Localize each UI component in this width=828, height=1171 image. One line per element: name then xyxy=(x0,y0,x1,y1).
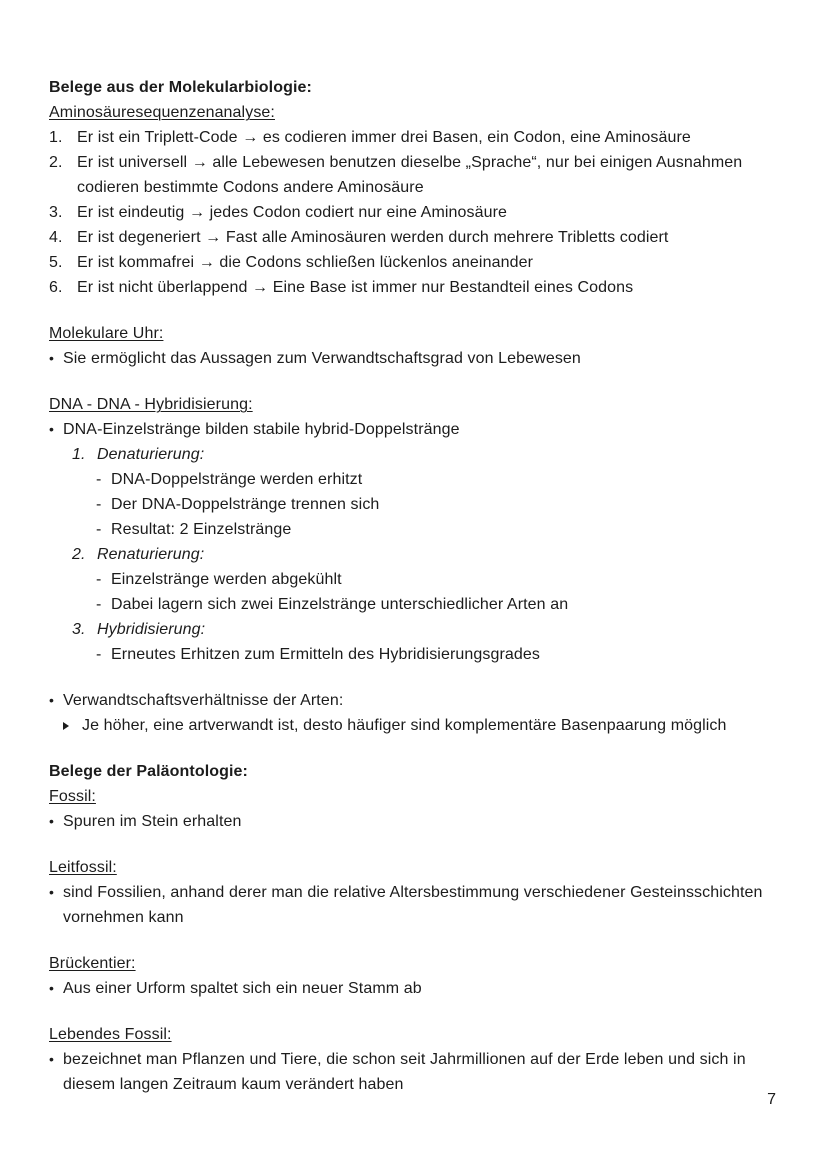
bullet-list-item xyxy=(49,1047,774,1097)
list-number: 6. xyxy=(49,279,63,296)
list-item-text: Sie ermöglicht das Aussagen zum Verwandtschaftsgrad von Lebewesen xyxy=(63,350,581,367)
dash-list-item xyxy=(96,567,774,592)
dash-icon: - xyxy=(96,521,102,538)
list-item-text: DNA-Doppelstränge werden erhitzt xyxy=(111,471,363,488)
dash-list-item xyxy=(96,467,774,492)
list-item-text: Denaturierung: xyxy=(97,446,205,463)
list-item-text: Er ist eindeutig → jedes Codon codiert nur eine Aminosäure xyxy=(77,204,508,221)
term-heading-label: Leitfossil: xyxy=(49,859,117,876)
term-heading-label: Molekulare Uhr: xyxy=(49,325,164,342)
dash-icon: - xyxy=(96,646,102,663)
list-item-text: Einzelstränge werden abgekühlt xyxy=(111,571,342,588)
term-heading xyxy=(49,321,774,346)
list-number: 5. xyxy=(49,254,63,271)
numbered-list-item xyxy=(49,275,774,300)
term-heading-label: Lebendes Fossil: xyxy=(49,1026,172,1043)
triangle-bullet-icon xyxy=(63,713,82,738)
list-number: 4. xyxy=(49,229,63,246)
list-number: 2. xyxy=(72,546,86,563)
triangle-shape xyxy=(63,722,69,730)
bullet-icon: • xyxy=(49,813,55,829)
list-item-text: Verwandtschaftsverhältnisse der Arten: xyxy=(63,692,344,709)
list-number: 1. xyxy=(49,129,63,146)
paragraph-spacer xyxy=(49,834,774,855)
paragraph-spacer xyxy=(49,1001,774,1022)
section-heading: Belege aus der Molekularbiologie: xyxy=(49,79,312,96)
numbered-list-item xyxy=(49,200,774,225)
term-heading-label: Brückentier: xyxy=(49,955,136,972)
dash-list-item xyxy=(96,592,774,617)
term-heading-label: Aminosäuresequenzenanalyse: xyxy=(49,104,275,121)
list-item-text: bezeichnet man Pflanzen und Tiere, die schon seit Jahrmillionen auf der Erde leben und sich in diesem langen Zeitraum kaum verändert haben xyxy=(63,1051,746,1093)
list-item-text: Aus einer Urform spaltet sich ein neuer Stamm ab xyxy=(63,980,422,997)
triangle-list-item xyxy=(63,713,774,738)
term-heading-label: Fossil: xyxy=(49,788,96,805)
dash-list-item xyxy=(96,492,774,517)
list-item-text: Spuren im Stein erhalten xyxy=(63,813,242,830)
bullet-list-item xyxy=(49,417,774,442)
sub-numbered-list-item xyxy=(72,442,774,467)
list-number: 1. xyxy=(72,446,86,463)
dash-icon: - xyxy=(96,471,102,488)
bullet-icon: • xyxy=(49,692,55,708)
dash-icon: - xyxy=(96,496,102,513)
list-item-text: Er ist nicht überlappend → Eine Base ist immer nur Bestandteil eines Codons xyxy=(77,279,634,296)
dash-icon: - xyxy=(96,596,102,613)
sub-numbered-list-item xyxy=(72,542,774,567)
list-item-text: Er ist ein Triplett-Code → es codieren immer drei Basen, ein Codon, eine Aminosäure xyxy=(77,129,691,146)
list-item-text: Renaturierung: xyxy=(97,546,205,563)
numbered-list-item xyxy=(49,225,774,250)
list-item-text: Resultat: 2 Einzelstränge xyxy=(111,521,292,538)
bullet-icon: • xyxy=(49,1051,55,1067)
term-heading xyxy=(49,855,774,880)
dash-icon: - xyxy=(96,571,102,588)
paragraph-spacer xyxy=(49,667,774,688)
term-heading xyxy=(49,100,774,125)
paragraph-spacer xyxy=(49,738,774,759)
list-item-text: Erneutes Erhitzen zum Ermitteln des Hybridisierungsgrades xyxy=(111,646,540,663)
list-number: 3. xyxy=(49,204,63,221)
paragraph-spacer xyxy=(49,930,774,951)
bullet-icon: • xyxy=(49,884,55,900)
dash-list-item xyxy=(96,517,774,542)
list-item-text: Je höher, eine artverwandt ist, desto häufiger sind komplementäre Basenpaarung möglich xyxy=(82,717,727,734)
page-number: 7 xyxy=(767,1091,776,1108)
term-heading xyxy=(49,784,774,809)
list-item-text: Der DNA-Doppelstränge trennen sich xyxy=(111,496,380,513)
list-item-text: Dabei lagern sich zwei Einzelstränge unterschiedlicher Arten an xyxy=(111,596,569,613)
list-item-text: sind Fossilien, anhand derer man die relative Altersbestimmung verschiedener Gesteinsschichten vornehmen kann xyxy=(63,884,763,926)
numbered-list-item xyxy=(49,150,774,200)
term-heading xyxy=(49,1022,774,1047)
bullet-list-item xyxy=(49,809,774,834)
list-number: 2. xyxy=(49,154,63,171)
bullet-list-item xyxy=(49,346,774,371)
bullet-icon: • xyxy=(49,980,55,996)
list-item-text: Er ist universell → alle Lebewesen benutzen dieselbe „Sprache“, nur bei einigen Ausnahmen codieren bestimmte Codons andere Aminosäure xyxy=(77,154,743,196)
list-item-text: DNA-Einzelstränge bilden stabile hybrid-Doppelstränge xyxy=(63,421,460,438)
list-item-text: Hybridisierung: xyxy=(97,621,206,638)
bullet-list-item xyxy=(49,976,774,1001)
dash-list-item xyxy=(96,642,774,667)
bullet-icon: • xyxy=(49,421,55,437)
sub-numbered-list-item xyxy=(72,617,774,642)
list-item-text: Er ist degeneriert → Fast alle Aminosäuren werden durch mehrere Tribletts codiert xyxy=(77,229,669,246)
bullet-list-item xyxy=(49,688,774,713)
paragraph-spacer xyxy=(49,300,774,321)
paragraph-spacer xyxy=(49,371,774,392)
bullet-icon: • xyxy=(49,350,55,366)
term-heading xyxy=(49,392,774,417)
term-heading-label: DNA - DNA - Hybridisierung: xyxy=(49,396,253,413)
numbered-list-item xyxy=(49,250,774,275)
numbered-list-item xyxy=(49,125,774,150)
section-heading: Belege der Paläontologie: xyxy=(49,763,248,780)
document-body xyxy=(49,75,774,1097)
list-item-text: Er ist kommafrei → die Codons schließen lückenlos aneinander xyxy=(77,254,533,271)
list-number: 3. xyxy=(72,621,86,638)
bullet-list-item xyxy=(49,880,774,930)
term-heading xyxy=(49,951,774,976)
